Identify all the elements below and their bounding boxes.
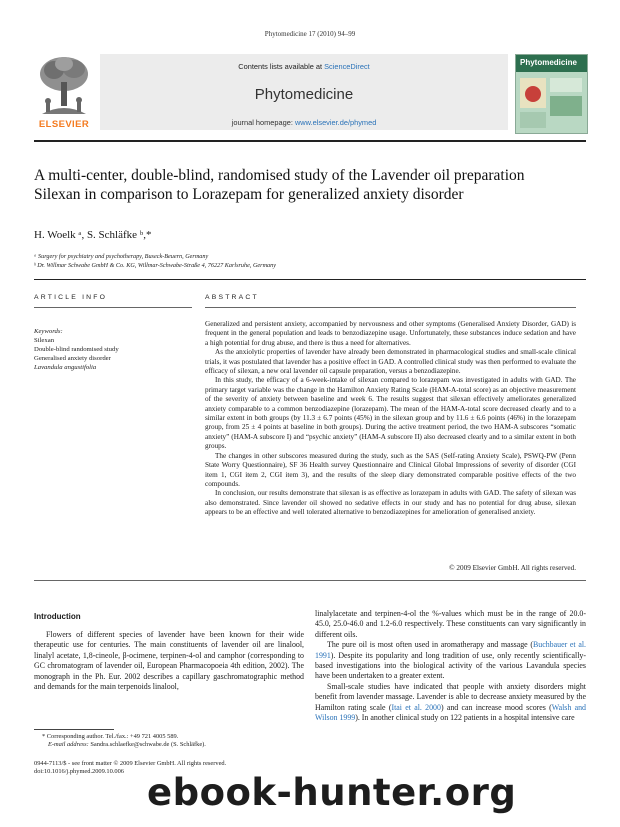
issn-line: 0944-7113/$ - see front matter © 2009 Elsevier GmbH. All rights reserved. xyxy=(34,760,227,767)
email-note xyxy=(48,741,206,749)
email-address[interactable]: Sandra.schlaefke@schwabe.de (S. Schläfke). xyxy=(88,741,206,748)
abstract-paragraph: As the anxiolytic properties of lavender have already been demonstrated in pharmacological studies and small-scale clinical trials, it was postulated that lavender has a positive effect in GAD. A controlled clinical study was then performed to evaluate the efficacy of silexan, a new oral lavender oil capsule preparation, versus a benzodiazepine. xyxy=(205,348,576,376)
citation-link[interactable]: Itai et al. 2000 xyxy=(391,702,441,712)
authors: H. Woelk ᵃ, S. Schläfke ᵇ,* xyxy=(34,229,152,241)
journal-title: Phytomedicine xyxy=(254,86,354,103)
text-run: The pure oil is most often used in aromatherapy and massage ( xyxy=(327,640,534,650)
running-head: Phytomedicine 17 (2010) 94–99 xyxy=(264,30,356,38)
footnote-rule xyxy=(34,729,114,730)
abstract-paragraph: In this study, the efficacy of a 6-week-intake of silexan compared to lorazepam was investigated in adults with GAD. The primary target variable was the change in the Hamilton Anxiety Rating Scale (HAM-A-total score) as an objective measurement of the severity of anxiety between baseline and week 6. The results suggest that silexan effectively ameliorates generalized anxiety comparable to a common benzodiazepine (lorazepam). The mean of the HAM-A-total score decreased clearly and to a similar extent in both groups (by 11.3 ± 6.7 points (45%) in the silexan group and by 11.6 ± 6.6 points (46%) in the lorazepam group, from 25 ± 4 points at baseline in both groups). During the active treatment period, the two HAM-A subscores “somatic anxiety” (HAM-A subscore I) and “psychic anxiety” (HAM-A subscore II) also decreased clearly and to a similar extent in both groups. xyxy=(205,376,576,451)
header-rule xyxy=(34,140,586,142)
keyword-item: Silexan xyxy=(34,337,55,344)
affiliation-a: ᵃ Surgery for psychiatry and psychotherapy, Buseck-Beuern, Germany xyxy=(34,253,209,260)
right-column xyxy=(315,609,586,723)
abstract-paragraph: In conclusion, our results demonstrate that silexan is as effective as lorazepam in adults with GAD. The safety of silexan was also demonstrated. Since lavender oil showed no sedative effects in our study and has no potential for drug abuse, silexan appears to be an effective and well tolerated alternative to benzodiazepines for amelioration of generalised anxiety. xyxy=(205,489,576,517)
watermark: ebook-hunter.org xyxy=(147,771,517,814)
intro-paragraph xyxy=(315,640,586,682)
article-title: A multi-center, double-blind, randomised study of the Lavender oil preparation Silexan in comparison to Lorazepam for generalized anxiety disorder xyxy=(34,167,525,203)
text-run: ). Despite its popularity and long tradition of use, only recently scientifically-based investigations into the biological activity of the various Lavandula species have been undertaken to a greater extent. xyxy=(315,650,586,681)
cover-art-icon xyxy=(516,72,587,133)
corresponding-author-note: * Corresponding author. Tel./fax.: +49 721 4005 589. xyxy=(42,733,179,740)
abstract-heading: ABSTRACT xyxy=(205,294,259,301)
text-run: ). In another clinical study on 122 patients in a hospital intensive care xyxy=(355,713,575,723)
journal-cover-thumbnail xyxy=(515,54,588,134)
article-info-heading: ARTICLE INFO xyxy=(34,294,108,301)
keywords-label: Keywords: xyxy=(34,328,63,335)
cover-title: Phytomedicine xyxy=(520,58,577,67)
abstract-bottom-rule xyxy=(34,580,586,581)
keyword-item: Lavandula angustifolia xyxy=(34,364,97,371)
citation-link[interactable]: Buchbauer et al. 1991 xyxy=(315,640,586,660)
elsevier-tree-icon xyxy=(34,54,94,118)
abstract-copyright: © 2009 Elsevier GmbH. All rights reserved. xyxy=(449,564,576,572)
doi-line[interactable]: doi:10.1016/j.phymed.2009.10.006 xyxy=(34,768,124,775)
elsevier-wordmark: ELSEVIER xyxy=(38,119,90,130)
text-run: Small-scale studies have indicated that people with anxiety disorders might benefit from lavender massage. Lavender is able to decrease anxiety measured by the Hamilton rating scale ( xyxy=(315,681,586,712)
intro-paragraph xyxy=(315,682,586,724)
homepage-link[interactable]: www.elsevier.de/phymed xyxy=(294,118,377,127)
homepage-line xyxy=(100,118,508,127)
introduction-heading: Introduction xyxy=(34,612,81,621)
abstract-paragraph: Generalized and persistent anxiety, accompanied by nervousness and other symptoms (Generalised Anxiety Disorder, GAD) is frequent in the general population and leads to benzodiazepine usage. Unfortunately, these substances induce sedation and have a high potential for drug abuse, and there is thus a need for alternatives. xyxy=(205,320,576,347)
sciencedirect-link[interactable]: ScienceDirect xyxy=(324,62,370,71)
journal-banner xyxy=(100,54,508,130)
journal-header xyxy=(34,48,586,136)
contents-prefix: Contents lists available at xyxy=(238,62,325,71)
intro-paragraph: Flowers of different species of lavender have been known for their wide therapeutic use for centuries. The main constituents of lavender oil are linalool, linalyl acetate, 1,8-cineole, β-ocimene, terpinen-4-ol and camphor (corresponding to GC chromatogram of lavender oil, European Pharmacopoeia 4th edition, 2002). The monograph in the Ph. Eur. 2002 describes a capillary gaschromatographic method and demands for the main terpenoids linalool, xyxy=(34,630,304,692)
intro-paragraph: linalylacetate and terpinen-4-ol the %-values which must be in the range of 20.0-45.0, 25.0-46.0 and 1.2-6.0 respectively. These constituents can vary significantly in different oils. xyxy=(315,609,586,639)
abstract-body xyxy=(205,320,576,518)
citation-link[interactable]: Walsh and Wilson 1999 xyxy=(315,702,586,723)
homepage-prefix: journal homepage: xyxy=(231,118,295,127)
email-label: E-mail address: xyxy=(48,741,89,748)
text-run: ) and can increase mood scores ( xyxy=(440,702,552,712)
elsevier-logo xyxy=(34,54,94,128)
keyword-item: Double-blind randomised study xyxy=(34,346,119,353)
abstract-paragraph: The changes in other subscores measured during the study, such as the SAS (Self-rating Anxiety Scale), PSWQ-PW (Penn State Worry Questionnaire), SF 36 Health survey Questionnaire and Clinical Global Impressions of severity of disorder (CGI item 1, CGI item 2, CGI item 3), and the results of the sleep diary demonstrated comparable positive effects of the two compounds. xyxy=(205,451,576,488)
abstract-rule xyxy=(205,307,576,308)
contents-line xyxy=(100,62,508,71)
divider-rule xyxy=(34,279,586,280)
keyword-item: Generalised anxiety disorder xyxy=(34,355,111,362)
affiliation-b: ᵇ Dr. Willmar Schwabe GmbH & Co. KG, Willmar-Schwabe-Straße 4, 76227 Karlsruhe, Germany xyxy=(34,262,276,269)
article-info-rule xyxy=(34,307,192,308)
left-column xyxy=(34,630,304,692)
